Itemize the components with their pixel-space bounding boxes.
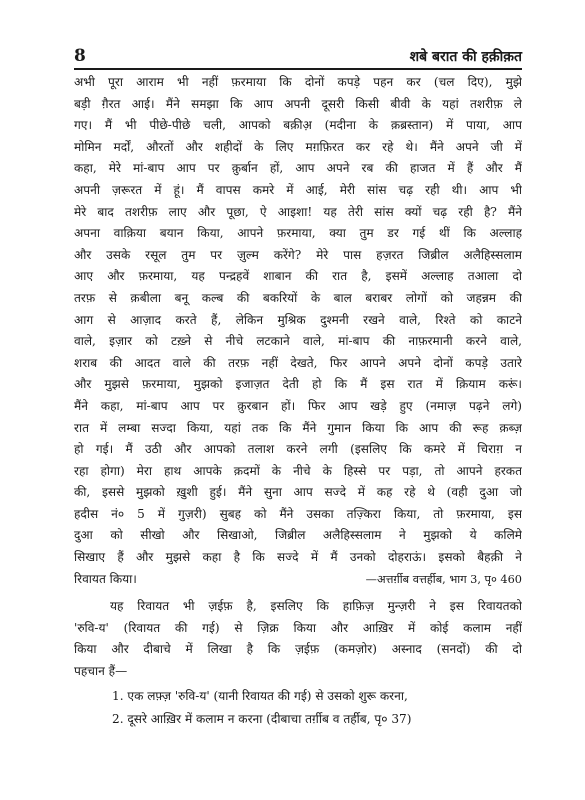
text-line: सिखाए हैं और मुझसे कहा है कि सज्दे में मैं उनको दोहराऊं। इसको बैहक़ी ने bbox=[74, 550, 522, 565]
text-line: किया और दीबाचे में लिखा है कि ज़ईफ़ (कमज़ोर) अस्नाद (सनदों) की दो bbox=[74, 642, 522, 657]
text-line: मैंने कहा, मां-बाप आप पर क़ुरबान हों। फिर आप खड़े हुए (नमाज़ पढ़ने लगे) bbox=[74, 398, 522, 413]
paragraph-1 bbox=[74, 72, 522, 569]
text-line: शराब की आदत वाले की तरफ़ नहीं देखते, फिर आपने अपने दोनों कपड़े उतारे bbox=[74, 355, 522, 370]
text-line: यह रिवायत भी ज़ईफ़ है, इसलिए कि हाफ़िज़ मुन्ज़री ने इस रिवायतको bbox=[110, 599, 522, 614]
text-line: रहा होगा) मेरा हाथ आपके क़दमों के नीचे के हिस्से पर पड़ा, तो आपने हरकत bbox=[74, 463, 522, 478]
text-line: दुआ को सीखो और सिखाओ, जिब्रील अलैहिस्सलाम ने मुझको ये कलिमे bbox=[74, 528, 522, 543]
running-title: शबे बरात की हक़ीक़त bbox=[409, 49, 522, 65]
text-line: आग से आज़ाद करते हैं, लेकिन मुश्रिक दुश्मनी रखने वाले, रिश्ते को काटने bbox=[74, 312, 522, 327]
text-line: हो गई। मैं उठी और आपको तलाश करने लगी (इसलिए कि कमरे में चिराग़ न bbox=[74, 442, 522, 457]
text-line: गए। मैं भी पीछे-पीछे चली, आपको बक़ीअ़ (मदीना के क़ब्रस्तान) में पाया, आप bbox=[74, 118, 522, 133]
text-line: की, इससे मुझको ख़ुशी हुई। मैंने सुना आप सज्दे में कह रहे थे (वही दुआ जो bbox=[74, 485, 522, 500]
text-line: पहचान हैं— bbox=[74, 664, 128, 679]
text-line: तरफ़ से क़बीला बनू कल्ब की बकरियों के बाल बराबर लोगों को जहन्नम की bbox=[74, 290, 522, 305]
body-text bbox=[74, 72, 522, 731]
text-line: अभी पूरा आराम भी नहीं फ़रमाया कि दोनों कपड़े पहन कर (चल दिए), मुझे bbox=[74, 75, 522, 89]
list-item: 2. दूसरे आख़िर में कलाम न करना (दीबाचा तर्ग़ीब व तर्हीब, पृ० 37) bbox=[112, 711, 412, 726]
page-header bbox=[74, 40, 522, 70]
book-page bbox=[74, 40, 522, 731]
text-line: रात में लम्बा सज्दा किया, यहां तक कि मैंने गुमान किया कि आप की रूह क़ब्ज़ bbox=[74, 420, 522, 435]
list-item: 1. एक लफ़्ज़ 'रुवि-य' (यानी रिवायत की गई) से उसको शुरू करना, bbox=[112, 688, 408, 703]
text-line: अपनी ज़रूरत में हूं। मैं वापस कमरे में आई, मेरी सांस चढ़ रही थी। आप भी bbox=[74, 182, 522, 197]
text-line: और मुझसे फ़रमाया, मुझको इजाज़त देती हो कि मैं इस रात में क़ियाम करूं। bbox=[74, 377, 522, 392]
citation-row bbox=[74, 569, 522, 591]
text-line: बड़ी ग़ैरत आई। मैंने समझा कि आप अपनी दूसरी किसी बीवी के यहां तशरीफ़ ले bbox=[74, 96, 522, 111]
text-line: कहा, मेरे मां-बाप आप पर क़ुर्बान हों, आप अपने रब की हाजत में हैं और मैं bbox=[74, 161, 522, 176]
text-line: 'रुवि-य' (रिवायत की गई) से ज़िक्र किया और आख़िर में कोई कलाम नहीं bbox=[74, 620, 522, 635]
text-line: मोमिन मर्दों, औरतों और शहीदों के लिए मग़फ़िरत कर रहे थे। मैंने अपने जी में bbox=[74, 139, 522, 154]
text-line: अपना वाक़िया बयान किया, आपने फ़रमाया, क्या तुम डर गई थीं कि अल्लाह bbox=[74, 226, 522, 241]
citation: —अत्तर्ग़ीब वत्तर्हीब, भाग 3, पृ० 460 bbox=[365, 572, 522, 586]
paragraph-1-last-line: रिवायत किया। bbox=[74, 571, 137, 586]
paragraph-2 bbox=[74, 596, 522, 682]
text-line: आए और फ़रमाया, यह पन्द्रहवें शाबान की रात है, इसमें अल्लाह तआला दो bbox=[74, 269, 522, 284]
text-line: हदीस नं० 5 में गुज़री) सुबह को मैंने उसका तज़्किरा किया, तो फ़रमाया, इस bbox=[74, 506, 522, 521]
page-number: 8 bbox=[74, 46, 86, 66]
text-line: और उसके रसूल तुम पर ज़ुल्म करेंगे? मेरे पास हज़रत जिब्रील अलैहिस्सलाम bbox=[74, 247, 522, 262]
text-line: वाले, इज़ार को टख़्ने से नीचे लटकाने वाले, मां-बाप की नाफ़रमानी करने वाले, bbox=[74, 334, 522, 349]
criteria-list bbox=[74, 685, 522, 731]
text-line: मेरे बाद तशरीफ़ लाए और पूछा, ऐ आइशा! यह तेरी सांस क्यों चढ़ रही है? मैंने bbox=[74, 204, 522, 219]
